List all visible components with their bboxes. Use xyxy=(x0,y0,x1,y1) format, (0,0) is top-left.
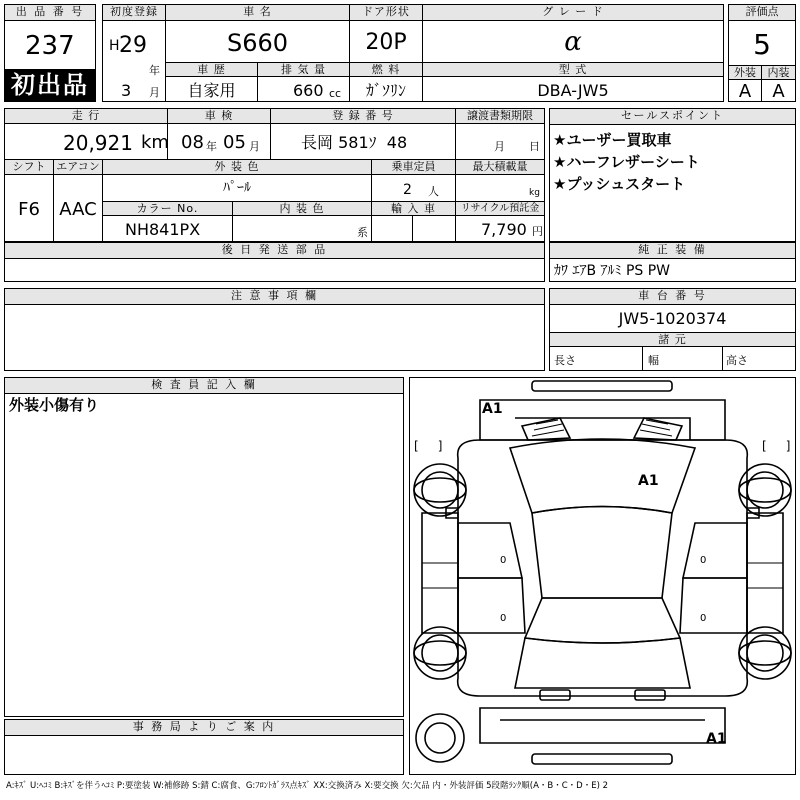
rear-bumper xyxy=(480,708,725,743)
bracket-top-left: [ ] xyxy=(414,439,443,453)
sales-point-2: ★ハーフレザーシート xyxy=(553,153,700,171)
lot-number-label: 出 品 番 号 xyxy=(5,5,95,21)
transfer-label: 譲渡書類期限 xyxy=(456,109,544,124)
inspector-box xyxy=(4,377,404,717)
history-label: 車 歴 xyxy=(166,62,257,77)
chassis-box xyxy=(549,288,796,371)
office-box xyxy=(4,719,404,775)
front-section xyxy=(480,400,725,440)
first-listing-badge: 初出品 xyxy=(5,69,95,101)
recycle-label: リサイクル預託金 xyxy=(456,202,544,216)
wheel-front-left xyxy=(414,464,466,516)
grade: α xyxy=(564,27,582,57)
car-name: S660 xyxy=(226,29,289,57)
recycle-unit: 円 xyxy=(532,225,543,238)
taillight-left xyxy=(540,690,570,700)
wheel-rear-right xyxy=(739,627,791,679)
info-grid xyxy=(4,108,545,242)
bracket-top-right: [ ] xyxy=(762,439,791,453)
door-type: 20P xyxy=(365,30,407,55)
first-reg-label: 初度登録 xyxy=(103,5,165,20)
first-reg-month: 3 xyxy=(121,81,132,100)
int-color-unit: 系 xyxy=(357,226,368,239)
history: 自家用 xyxy=(187,81,236,100)
spare-wheel xyxy=(416,714,464,762)
model-label: 型 式 xyxy=(423,62,723,77)
lot-number-box xyxy=(4,4,96,102)
side-panel-right xyxy=(747,513,783,633)
inspection-label: 車 検 xyxy=(168,109,270,124)
capacity-unit: 人 xyxy=(428,185,439,198)
taillight-right xyxy=(635,690,665,700)
ext-color: ﾊﾟｰﾙ xyxy=(223,180,251,196)
fuel: ｶﾞｿﾘﾝ xyxy=(365,81,406,100)
inspection-year: 08 xyxy=(181,132,204,153)
body-outline xyxy=(458,440,748,696)
front-bumper-top xyxy=(532,381,672,391)
side-panel-left xyxy=(422,513,458,633)
windshield xyxy=(510,439,695,513)
inspection-month-unit: 月 xyxy=(249,140,260,153)
capacity-label: 乗車定員 xyxy=(372,160,455,175)
year-unit: 年 xyxy=(149,64,160,77)
score-label: 評価点 xyxy=(729,5,795,21)
length-label: 長さ xyxy=(554,354,576,367)
capacity: 2 xyxy=(403,182,412,198)
shift: F6 xyxy=(18,199,40,220)
ext-color-label: 外 装 色 xyxy=(103,160,371,175)
color-no: NH841PX xyxy=(125,220,201,239)
equipment-box xyxy=(549,242,796,282)
notes-box xyxy=(4,288,545,371)
car-header-box xyxy=(102,4,724,102)
month-unit: 月 xyxy=(149,86,160,99)
inspector-label: 検 査 員 記 入 欄 xyxy=(5,378,403,394)
roof xyxy=(532,507,672,599)
door-right xyxy=(683,523,747,578)
width-label: 幅 xyxy=(648,354,659,367)
int-color-label: 内 装 色 xyxy=(233,202,371,216)
door-left xyxy=(458,523,522,578)
office-label: 事 務 局 よ り ご 案 内 xyxy=(5,720,403,736)
model: DBA-JW5 xyxy=(537,81,609,100)
headlight-right xyxy=(634,418,682,440)
svg-text:0: 0 xyxy=(700,613,707,624)
chassis-number: JW5-1020374 xyxy=(618,309,727,328)
car-diagram-box xyxy=(409,377,796,775)
reg-no-label: 登 録 番 号 xyxy=(271,109,455,124)
inspection-month: 05 xyxy=(223,132,246,153)
first-reg-year: 29 xyxy=(119,33,147,58)
ac-label: エアコン xyxy=(54,160,102,175)
displacement: 660 xyxy=(293,81,324,100)
svg-text:0: 0 xyxy=(700,555,707,566)
rear-quarter-right xyxy=(680,578,747,633)
svg-text:0: 0 xyxy=(500,555,507,566)
mileage-unit: km xyxy=(141,132,169,153)
lot-number: 237 xyxy=(25,31,75,61)
exterior-label: 外装 xyxy=(729,66,761,80)
era: H xyxy=(109,38,120,54)
grade-label: グ レ ー ド xyxy=(423,5,723,20)
load-unit: kg xyxy=(529,188,540,198)
damage-mark-roof: A1 xyxy=(638,473,659,489)
sales-points-box xyxy=(549,108,796,242)
equipment-value: ｶﾜ ｴｱB ｱﾙﾐ PS PW xyxy=(554,263,671,279)
interior-score: A xyxy=(772,81,785,102)
dimensions-label: 諸 元 xyxy=(550,333,795,347)
rear-bumper-bottom xyxy=(532,754,672,764)
equipment-label: 純 正 装 備 xyxy=(550,243,795,259)
notes-label: 注 意 事 項 欄 xyxy=(5,289,544,305)
later-parts-label: 後 日 発 送 部 品 xyxy=(5,243,544,259)
legend: A:ｷｽﾞ U:ﾍｺﾐ B:ｷｽﾞを伴うﾍｺﾐ P:要塗装 W:補修跡 S:錆 C:腐食、G:ﾌﾛﾝﾄｶﾞﾗｽ点ｷｽﾞ XX:交換済み X:要交換 欠:欠品 内・外装評価 5段階ﾗﾝｸ順(A・B・C・D・E) 2 xyxy=(6,781,609,791)
door-label: ドア形状 xyxy=(350,5,422,20)
color-no-label: カラー No. xyxy=(103,202,232,216)
rear-deck xyxy=(515,638,690,688)
transfer-day-unit: 日 xyxy=(529,140,540,153)
sales-point-1: ★ユーザー買取車 xyxy=(553,131,672,149)
transfer-month-unit: 月 xyxy=(494,140,505,153)
score-box xyxy=(728,4,796,102)
displacement-unit: cc xyxy=(329,87,342,100)
later-parts-box xyxy=(4,242,545,282)
mileage-label: 走 行 xyxy=(5,109,167,124)
chassis-label: 車 台 番 号 xyxy=(550,289,795,305)
displacement-label: 排 気 量 xyxy=(258,62,349,77)
car-name-label: 車 名 xyxy=(166,5,349,20)
svg-text:0: 0 xyxy=(500,613,507,624)
import-label: 輸 入 車 xyxy=(372,202,455,216)
fuel-label: 燃 料 xyxy=(350,62,422,77)
interior-label: 内装 xyxy=(762,66,795,80)
inspection-year-unit: 年 xyxy=(206,140,217,153)
damage-mark-rear: A1 xyxy=(706,731,727,747)
load-label: 最大積載量 xyxy=(456,160,544,175)
car-diagram xyxy=(410,378,795,774)
score: 5 xyxy=(753,28,771,61)
recycle: 7,790 xyxy=(481,220,527,239)
mileage: 20,921 xyxy=(63,131,133,155)
shift-label: シフト xyxy=(5,160,53,175)
sales-points-label: セールスポイント xyxy=(550,109,795,125)
wheel-rear-left xyxy=(414,627,466,679)
rear-quarter-left xyxy=(458,578,525,633)
damage-mark-front: A1 xyxy=(482,401,503,417)
reg-no: 長岡 581ｿ 48 xyxy=(301,133,408,152)
ac: AAC xyxy=(59,199,97,220)
wheel-front-right xyxy=(739,464,791,516)
exterior-score: A xyxy=(738,81,752,102)
headlight-left xyxy=(522,418,570,440)
inspector-note: 外装小傷有り xyxy=(9,396,100,414)
rear-window xyxy=(525,598,680,643)
height-label: 高さ xyxy=(726,354,748,367)
sales-point-3: ★プッシュスタート xyxy=(553,175,686,193)
